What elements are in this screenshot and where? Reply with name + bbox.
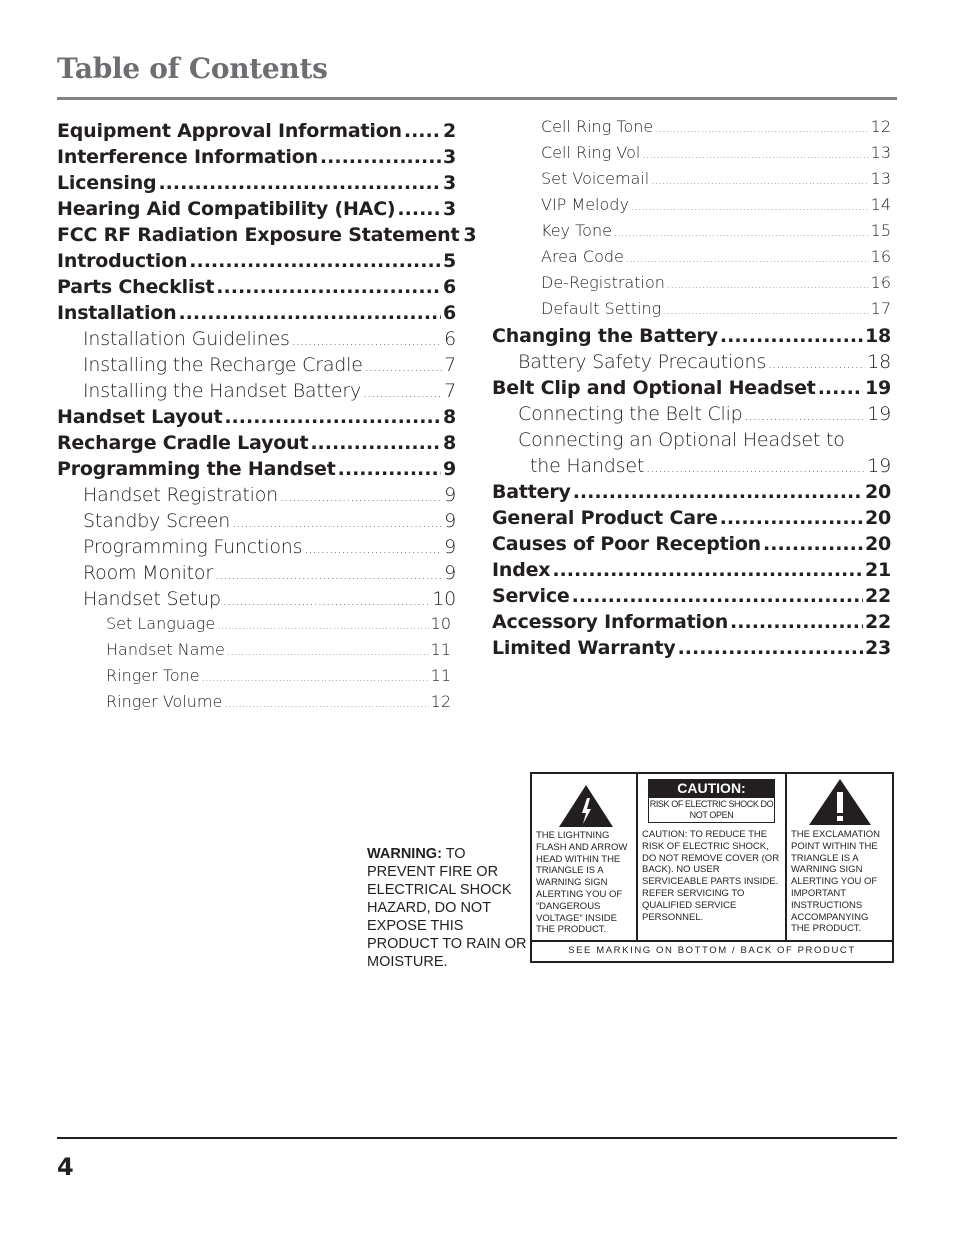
toc-entry-title: Limited Warranty [492, 637, 676, 659]
toc-leader-dots [818, 377, 863, 399]
toc-page-number: 3 [463, 224, 477, 246]
toc-entry [492, 481, 891, 507]
toc-leader-dots [280, 490, 442, 505]
toc-entry [492, 637, 891, 663]
toc-leader-dots [745, 409, 866, 424]
caution-subtitle: RISK OF ELECTRIC SHOCK DO NOT OPEN [648, 797, 775, 823]
toc-page-number: 19 [867, 403, 891, 425]
toc-entry [57, 198, 456, 224]
toc-entry-title: Equipment Approval Information [57, 120, 402, 142]
toc-entry-title: Index [492, 559, 551, 581]
toc-entry [492, 299, 891, 325]
toc-left-column [57, 120, 477, 718]
toc-page-number: 3 [442, 198, 456, 220]
toc-page-number: 18 [864, 325, 891, 347]
toc-leader-dots [224, 697, 428, 710]
toc-entry [492, 377, 891, 403]
toc-entry [57, 666, 456, 692]
toc-leader-dots [631, 200, 869, 213]
toc-entry-title: Accessory Information [492, 611, 729, 633]
toc-entry-title: Hearing Aid Compatibility (HAC) [57, 198, 396, 220]
toc-page-number: 9 [442, 458, 456, 480]
toc-entry [57, 224, 477, 250]
toc-entry [492, 247, 891, 273]
warning-label: WARNING: [367, 846, 442, 862]
toc-leader-dots [730, 611, 863, 633]
toc-page-number: 18 [867, 351, 891, 373]
toc-entry-title: Handset Layout [57, 406, 223, 428]
toc-page-number: 21 [864, 559, 891, 581]
title-rule [57, 97, 897, 100]
toc-entry-title: the Handset [530, 455, 645, 477]
toc-entry-title: Service [492, 585, 570, 607]
toc-entry-title: Interference Information [57, 146, 318, 168]
toc-leader-dots [667, 278, 869, 291]
toc-page-number: 16 [870, 273, 891, 292]
toc-entry-title: Set Voicemail [541, 169, 650, 188]
toc-leader-dots [224, 406, 441, 428]
toc-entry-title: Key Tone [541, 221, 612, 240]
toc-leader-dots [663, 304, 868, 317]
toc-entry-title: De-Registration [541, 273, 665, 292]
toc-page-number: 7 [444, 380, 456, 402]
toc-page-number: 23 [864, 637, 891, 659]
toc-entry [57, 692, 456, 718]
toc-entry [57, 146, 456, 172]
toc-leader-dots [573, 481, 863, 503]
toc-leader-dots [232, 516, 442, 531]
toc-entry-title: Recharge Cradle Layout [57, 432, 309, 454]
toc-entry-title: Battery [492, 481, 571, 503]
toc-entry-title: Programming the Handset [57, 458, 336, 480]
toc-page-number: 10 [432, 588, 456, 610]
toc-page-number: 9 [444, 536, 456, 558]
toc-page-number: 9 [444, 484, 456, 506]
toc-leader-dots [614, 226, 869, 239]
toc-entry [57, 354, 456, 380]
toc-leader-dots [763, 533, 863, 555]
toc-entry [492, 117, 891, 143]
toc-entry [57, 588, 456, 614]
toc-entry [492, 143, 891, 169]
toc-page-number: 20 [864, 481, 891, 503]
toc-entry [492, 611, 891, 637]
toc-page-number: 10 [430, 614, 451, 633]
toc-entry-title: Installing the Handset Battery [83, 380, 362, 402]
toc-page-number: 22 [864, 611, 891, 633]
toc-entry [57, 640, 456, 666]
toc-entry [57, 328, 456, 354]
toc-entry-title: General Product Care [492, 507, 718, 529]
toc-leader-dots [365, 360, 442, 375]
toc-entry-title: Cell Ring Vol [541, 143, 641, 162]
toc-leader-dots [646, 461, 865, 476]
toc-page-number: 12 [870, 117, 891, 136]
toc-leader-dots [215, 568, 442, 583]
toc-entry-title: Ringer Tone [106, 666, 200, 685]
toc-entry-title: Causes of Poor Reception [492, 533, 762, 555]
toc-page-number: 6 [442, 276, 456, 298]
toc-entry [492, 273, 891, 299]
toc-page-number: 19 [864, 377, 891, 399]
toc-leader-dots [178, 302, 441, 324]
toc-entry-title: Changing the Battery [492, 325, 718, 347]
toc-page-number: 22 [864, 585, 891, 607]
toc-right-column [492, 117, 891, 663]
toc-leader-dots [223, 594, 430, 609]
toc-leader-dots [320, 146, 441, 168]
toc-entry-title: Introduction [57, 250, 188, 272]
toc-entry [492, 325, 891, 351]
toc-entry-title: Parts Checklist [57, 276, 215, 298]
toc-entry-title: Installing the Recharge Cradle [83, 354, 363, 376]
toc-entry [57, 432, 456, 458]
toc-entry [492, 169, 891, 195]
toc-entry [492, 507, 891, 533]
toc-entry [57, 302, 456, 328]
toc-page-number: 3 [442, 172, 456, 194]
toc-entry-title: Programming Functions [83, 536, 303, 558]
toc-page-number: 6 [444, 328, 456, 350]
toc-entry [492, 559, 891, 585]
page-number: 4 [57, 1153, 74, 1181]
toc-page-number: 16 [870, 247, 891, 266]
toc-entry-title: Battery Safety Precautions [518, 351, 767, 373]
toc-entry [57, 120, 456, 146]
toc-page-number: 9 [444, 562, 456, 584]
toc-page-number: 19 [867, 455, 891, 477]
toc-page-number: 17 [870, 299, 891, 318]
footer-rule [57, 1137, 897, 1139]
toc-page-number: 5 [442, 250, 456, 272]
toc-leader-dots [216, 276, 441, 298]
toc-leader-dots [189, 250, 441, 272]
toc-entry-title: FCC RF Radiation Exposure Statement [57, 224, 460, 246]
toc-leader-dots [292, 334, 442, 349]
toc-entry [57, 250, 456, 276]
toc-entry [57, 172, 456, 198]
caution-right-panel [787, 774, 892, 942]
toc-entry [57, 562, 456, 588]
toc-entry [492, 455, 891, 481]
toc-entry-title: Handset Setup [83, 588, 221, 610]
toc-leader-dots [158, 172, 441, 194]
toc-leader-dots [642, 148, 868, 161]
caution-label: CAUTION: [648, 779, 775, 797]
caution-footer: SEE MARKING ON BOTTOM / BACK OF PRODUCT [532, 940, 892, 961]
toc-page-number: 7 [444, 354, 456, 376]
toc-page-number: 20 [864, 533, 891, 555]
toc-entry-title: Room Monitor [83, 562, 213, 584]
toc-entry-title: Default Setting [541, 299, 662, 318]
toc-leader-dots [655, 122, 868, 135]
toc-entry [492, 533, 891, 559]
toc-page-number: 11 [430, 666, 451, 685]
toc-leader-dots [310, 432, 441, 454]
toc-entry-title: VIP Melody [541, 195, 629, 214]
toc-leader-dots [217, 619, 428, 632]
toc-entry [57, 510, 456, 536]
toc-page-number: 13 [870, 143, 891, 162]
caution-left-panel [532, 774, 638, 942]
toc-entry-title: Connecting the Belt Clip [518, 403, 743, 425]
toc-page-number: 8 [442, 432, 456, 454]
toc-leader-dots [626, 252, 869, 265]
toc-leader-dots [572, 585, 863, 607]
toc-leader-dots [651, 174, 868, 187]
toc-entry-title: Connecting an Optional Headset to [518, 429, 845, 451]
caution-text: CAUTION: TO REDUCE THE RISK OF ELECTRIC SHOCK, DO NOT REMOVE COVER (OR BACK). NO USER SERVICEABLE PARTS INSIDE. REFER SERVICING TO QUALIFIED SERVICE PERSONNEL. [642, 829, 780, 923]
toc-page-number: 11 [430, 640, 451, 659]
toc-page-number: 9 [444, 510, 456, 532]
toc-entry-title: Installation Guidelines [83, 328, 290, 350]
toc-leader-dots [304, 542, 442, 557]
toc-entry [57, 614, 456, 640]
toc-leader-dots [404, 120, 441, 142]
toc-entry [57, 536, 456, 562]
toc-leader-dots [678, 637, 863, 659]
toc-entry [492, 351, 891, 377]
toc-page-number: 8 [442, 406, 456, 428]
caution-box [530, 772, 894, 963]
toc-entry-title: Set Language [106, 614, 216, 633]
toc-page-number: 13 [870, 169, 891, 188]
toc-page-number: 6 [442, 302, 456, 324]
toc-entry [492, 195, 891, 221]
toc-entry-title: Handset Name [106, 640, 225, 659]
toc-leader-dots [227, 645, 429, 658]
toc-leader-dots [720, 507, 863, 529]
toc-entry-title: Ringer Volume [106, 692, 223, 711]
toc-leader-dots [768, 357, 865, 372]
toc-leader-dots [202, 671, 429, 684]
toc-entry [57, 276, 456, 302]
lightning-triangle-icon [558, 784, 614, 828]
warning-text: TO PREVENT FIRE OR ELECTRICAL SHOCK HAZARD, DO NOT EXPOSE THIS PRODUCT TO RAIN OR MOISTURE. [367, 846, 527, 970]
toc-entry [57, 484, 456, 510]
toc-leader-dots [552, 559, 863, 581]
toc-page-number: 15 [870, 221, 891, 240]
toc-entry [492, 585, 891, 611]
toc-entry-title: Belt Clip and Optional Headset [492, 377, 816, 399]
toc-entry [57, 380, 456, 406]
toc-leader-dots [338, 458, 441, 480]
toc-entry [57, 458, 456, 484]
toc-entry-title: Handset Registration [83, 484, 279, 506]
toc-entry [57, 406, 456, 432]
toc-page-number: 20 [864, 507, 891, 529]
toc-page-number: 2 [442, 120, 456, 142]
toc-leader-dots [363, 386, 442, 401]
exclamation-triangle-icon [808, 778, 872, 826]
toc-entry [492, 403, 891, 429]
toc-entry-title: Installation [57, 302, 177, 324]
toc-page-number: 3 [442, 146, 456, 168]
page-title: Table of Contents [57, 52, 328, 85]
lightning-warning-text: THE LIGHTNING FLASH AND ARROW HEAD WITHIN THE TRIANGLE IS A WARNING SIGN ALERTING YOU OF “DANGEROUS VOLTAGE” INSIDE THE PRODUCT. [536, 830, 628, 936]
toc-entry-title: Licensing [57, 172, 157, 194]
toc-entry-title: Standby Screen [83, 510, 231, 532]
toc-entry-title: Cell Ring Tone [541, 117, 654, 136]
toc-entry-title: Area Code [541, 247, 624, 266]
caution-middle-panel [638, 774, 787, 942]
toc-page-number: 14 [870, 195, 891, 214]
toc-leader-dots [397, 198, 441, 220]
toc-leader-dots [720, 325, 863, 347]
toc-entry [492, 221, 891, 247]
warning-notice [367, 845, 527, 971]
toc-page-number: 12 [430, 692, 451, 711]
exclamation-warning-text: THE EXCLAMATION POINT WITHIN THE TRIANGLE IS A WARNING SIGN ALERTING YOU OF IMPORTANT INSTRUCTIONS ACCOMPANYING THE PRODUCT. [791, 829, 881, 935]
